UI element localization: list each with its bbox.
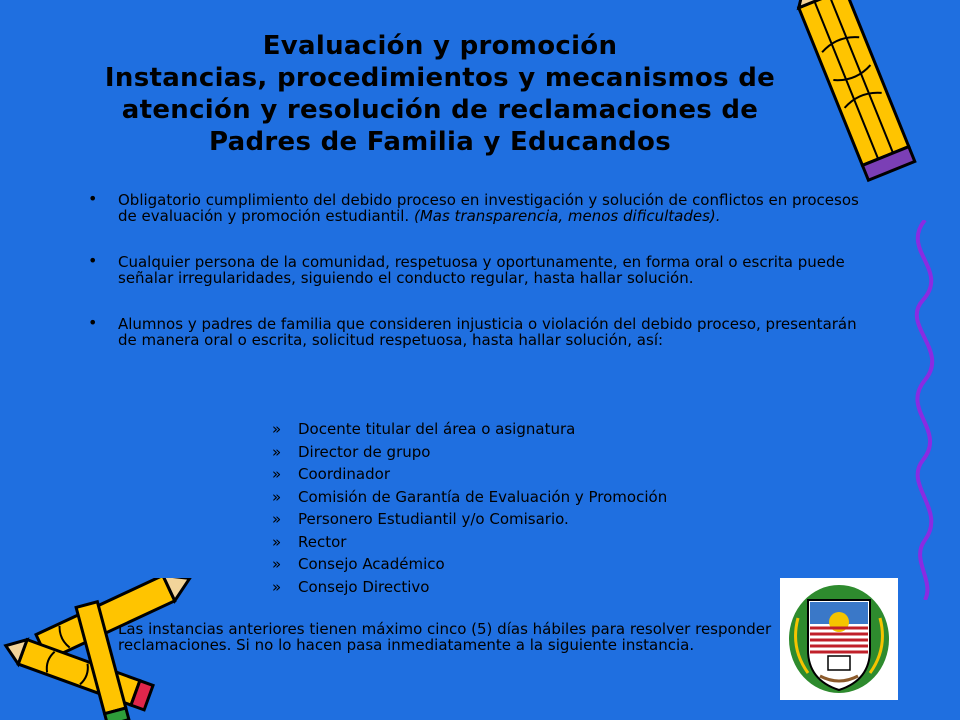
instance-label: Coordinador [298, 465, 390, 483]
instance-item [272, 576, 667, 599]
sub-marker: » [272, 465, 282, 483]
bullet-item [88, 189, 868, 225]
bullet-marker: • [88, 313, 98, 332]
bullet-marker: • [88, 251, 98, 270]
sub-marker: » [272, 555, 282, 573]
instance-item [272, 418, 667, 441]
instance-item [272, 463, 667, 486]
instance-label: Docente titular del área o asignatura [298, 420, 576, 438]
title-line-3: atención y resolución de reclamaciones de [121, 95, 759, 125]
instance-label: Personero Estudiantil y/o Comisario. [298, 510, 569, 528]
instance-label: Consejo Académico [298, 555, 445, 573]
instance-label: Rector [298, 532, 347, 551]
sub-marker: » [272, 532, 282, 551]
instance-label: Consejo Directivo [298, 577, 430, 596]
bullet-text: Cualquier persona de la comunidad, respetuosa y oportunamente, en forma oral o escrita puede señalar irregularidades, siguiendo el conducto regular, hasta hallar solución. [118, 253, 845, 287]
instance-item [272, 441, 667, 464]
pencil-icon [790, 0, 940, 210]
bullet-item [88, 251, 868, 287]
instance-label: Comisión de Garantía de Evaluación y Promoción [298, 487, 668, 506]
pencil-group-icon [0, 578, 200, 720]
instance-item [272, 486, 667, 509]
bullet-item [88, 313, 868, 349]
sub-marker: » [272, 487, 282, 506]
instance-item [272, 553, 667, 576]
bullet-marker: • [88, 189, 98, 208]
sub-marker: » [272, 420, 282, 438]
sub-marker: » [272, 510, 282, 528]
sub-marker: » [272, 442, 282, 461]
bullet-text: Obligatorio cumplimiento del debido proceso en investigación y solución de conflictos en procesos de evaluación y promoción estudiantil. [118, 191, 859, 225]
slide-title [60, 30, 820, 158]
instance-label: Director de grupo [298, 442, 431, 461]
closing-note: Las instancias anteriores tienen máximo cinco (5) días hábiles para resolver responder reclamaciones. Si no lo hacen pasa inmediatamente a la siguiente instancia. [118, 620, 772, 654]
sub-marker: » [272, 577, 282, 596]
title-line-1: Evaluación y promoción [262, 31, 618, 61]
instance-item [272, 531, 667, 554]
bullet-text: Alumnos y padres de familia que consideren injusticia o violación del debido proceso, presentarán de manera oral o escrita, solicitud respetuosa, hasta hallar solución, así: [118, 315, 857, 349]
bullet-list [88, 189, 868, 378]
title-line-2: Instancias, procedimientos y mecanismos de [104, 63, 776, 93]
instance-list [272, 418, 667, 598]
bullet-italic-note: (Mas transparencia, menos dificultades). [413, 207, 721, 225]
school-emblem-icon [780, 578, 898, 700]
squiggle-line [895, 220, 955, 600]
title-line-4: Padres de Familia y Educandos [209, 127, 671, 157]
school-emblem [780, 578, 898, 700]
instance-item [272, 508, 667, 531]
